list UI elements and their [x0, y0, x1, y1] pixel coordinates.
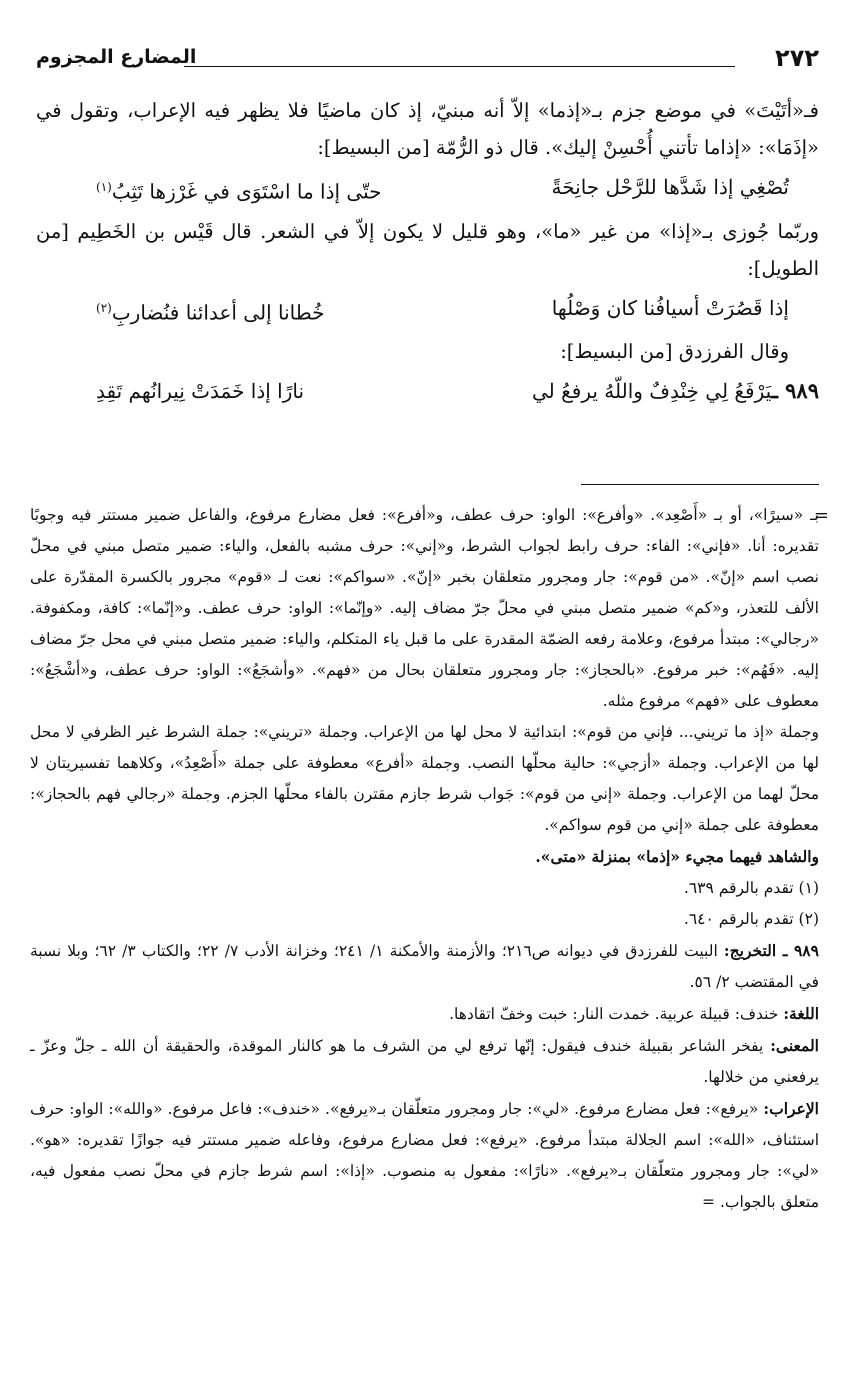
irab-label: الإعراب: [763, 1099, 819, 1118]
footnote-divider [581, 484, 819, 485]
note-shahid [30, 841, 819, 873]
footnote-2: (٢) تقدم بالرقم ٦٤٠. [683, 910, 819, 928]
lugha-label: اللغة: [783, 1004, 819, 1023]
page-number: ٢٧٢ [775, 44, 819, 72]
note-maana [30, 1030, 819, 1093]
note-lugha [30, 998, 819, 1030]
verse-number: ٩٨٩ ـ [771, 378, 819, 404]
verse-1 [36, 166, 819, 213]
verse-2-second-text: خُطانا إلى أعدائنا فنُضاربِ [111, 300, 325, 325]
paragraph-3: وقال الفرزدق [من البسيط]: [560, 340, 789, 364]
lugha-text: خندف: قبيلة عربية. خمدت النار: خبت وخفّ اتقادها. [449, 1005, 779, 1023]
continuation-mark: = [813, 505, 829, 526]
footnote-1: (١) تقدم بالرقم ٦٣٩. [683, 879, 819, 897]
takhrij-text: البيت للفرزدق في ديوانه ص٢١٦؛ والأزمنة والأمكنة ١/ ٢٤١؛ وخزانة الأدب ٧/ ٢٢؛ والكتاب ٣/ ٦٢؛ وبلا نسبة في المقتضب ٢/ ٥٦. [30, 942, 819, 991]
footnote-marker-1: (١) [96, 180, 112, 194]
header-rule [184, 66, 735, 67]
paragraph-2: وربّما جُوزى بـ«إذا» من غير «ما»، وهو قليل لا يكون إلاّ في الشعر. قال قَيْس بن الخَطِيم [من الطويل]: [36, 219, 819, 280]
note-takhrij [30, 935, 819, 998]
verse-1-first-hemistich: تُصْغِي إذا شَدَّها للرَّحْل جانِحَةً [551, 175, 789, 199]
note-shahid-text: والشاهد فيهما مجيء «إذما» بمنزلة «متى». [535, 847, 819, 866]
note-irab-cont: بـ «سيرًا»، أو بـ «أَصْعِد». «وأفرع»: الواو: حرف عطف، و«أفرع»: فعل مضارع مرفوع، والفاعل ضمير مستتر فيه وجوبًا تقديره: أنا. «فإني»: الفاء: حرف رابط لجواب الشرط، و«إني»: حرف مشبه بالفعل، والياء: ضمير متصل مبني في محلّ نصب اسم «إنّ». «من قوم»: جار ومجرور متعلقان بخبر «إنّ». «سواكم»: نعت لـ «قوم» مجرور بالكسرة المقدّرة على الألف للتعذر، و«كم» ضمير متصل مبني في محلّ جرّ مضاف إليه. «وإنّما»: الواو: حرف عطف. و«إنّما»: كافة، ومكفوفة. «رجالي»: مبتدأ مرفوع، وعلامة رفعه الضمّة المقدرة على ما قبل ياء المتكلم، والياء: ضمير متصل مبني في محل جرّ مضاف إليه. «فَهُم»: خبر مرفوع. «بالحجاز»: جار ومجرور متعلقان بحال من «فهم». «وأشجَعُ»: الواو: حرف عطف، و«أشْجَعُ»: معطوف على «فهم» مرفوع مثله. [30, 506, 819, 710]
takhrij-label: ٩٨٩ ـ التخريج: [723, 941, 819, 960]
verse-1-second-hemistich [96, 166, 381, 213]
verse-3-second-hemistich: نارًا إذا خَمَدَتْ نِيرانُهم تَقِدِ [96, 379, 305, 404]
irab-text: «يرفع»: فعل مضارع مرفوع. «لي»: جار ومجرور متعلّقان بـ«يرفع». «خندف»: فاعل مرفوع. «والله»: الواو: حرف استئناف، «الله»: اسم الجلالة مبتدأ مرفوع. «يرفع»: فعل مضارع مرفوع، وفاعله ضمير مستتر فيه جوازًا تقديره: «هو». «لي»: جار ومجرور متعلّقان بـ«يرفع». «نارًا»: مفعول به منصوب. «إذا»: اسم شرط جازم في محلّ نصب مفعول فيه، متعلق بالجواب. [30, 1100, 819, 1211]
verse-1-second-text: حتّى إذا ما اسْتَوَى في غَرْزها تَثِبُ [111, 179, 382, 204]
footnote-marker-2: (٢) [96, 300, 112, 315]
footnotes [30, 500, 829, 1218]
note-irab [30, 1093, 819, 1218]
verse-2-second-hemistich [96, 287, 325, 334]
chapter-title: المضارع المجزوم [36, 46, 197, 68]
verse-2 [36, 287, 819, 334]
verse-3-first-text: يَرْفَعُ لِي خِنْدِفٌ واللّهُ يرفعُ لي [532, 379, 772, 404]
verse-2-first-hemistich: إذا قَصُرَتْ أسيافُنا كان وَصْلُها [551, 295, 789, 320]
page-header [36, 44, 819, 72]
maana-text: يفخر الشاعر بقبيلة خندف فيقول: إنّها ترفع لي من الشرف ما هو كالنار الموقدة، والحقيقة أن الله ـ جلّ وعزّ ـ يرفعني من خلالها. [30, 1037, 819, 1086]
end-continuation-mark: = [702, 1193, 716, 1211]
paragraph-1: فـ«أتَيْتَ» في موضع جزم بـ«إذما» إلاّ أنه مبنيّ، إذ كان ماضيًا فلا يظهر فيه الإعراب، وتقول في «إذَمَا»: «إذاما تأتني أُحْسِنْ إليك». قال ذو الرُّمّة [من البسيط]: [36, 99, 819, 159]
main-text [36, 92, 819, 412]
verse-3 [36, 370, 819, 412]
maana-label: المعنى: [770, 1036, 819, 1055]
verse-3-first-hemistich [532, 370, 819, 412]
note-jumal: وجملة «إذ ما تريني... فإني من قوم»: ابتدائية لا محل لها من الإعراب. وجملة «تريني»: جملة الشرط غير الظرفي لا محل لها من الإعراب. وجملة «أزجي»: حالية محلّها النصب. وجملة «أفرع» معطوفة على جملة «أَصْعِدُ»، وكلاهما تفسيريتان لا محلّ لهما من الإعراب. وجملة «إني من قوم»: جَواب شرط جازم مقترن بالفاء محلّها الجزم. وجملة «رجالي فهم بالحجاز»: معطوفة على جملة «إني من قوم سواكم». [30, 723, 819, 834]
